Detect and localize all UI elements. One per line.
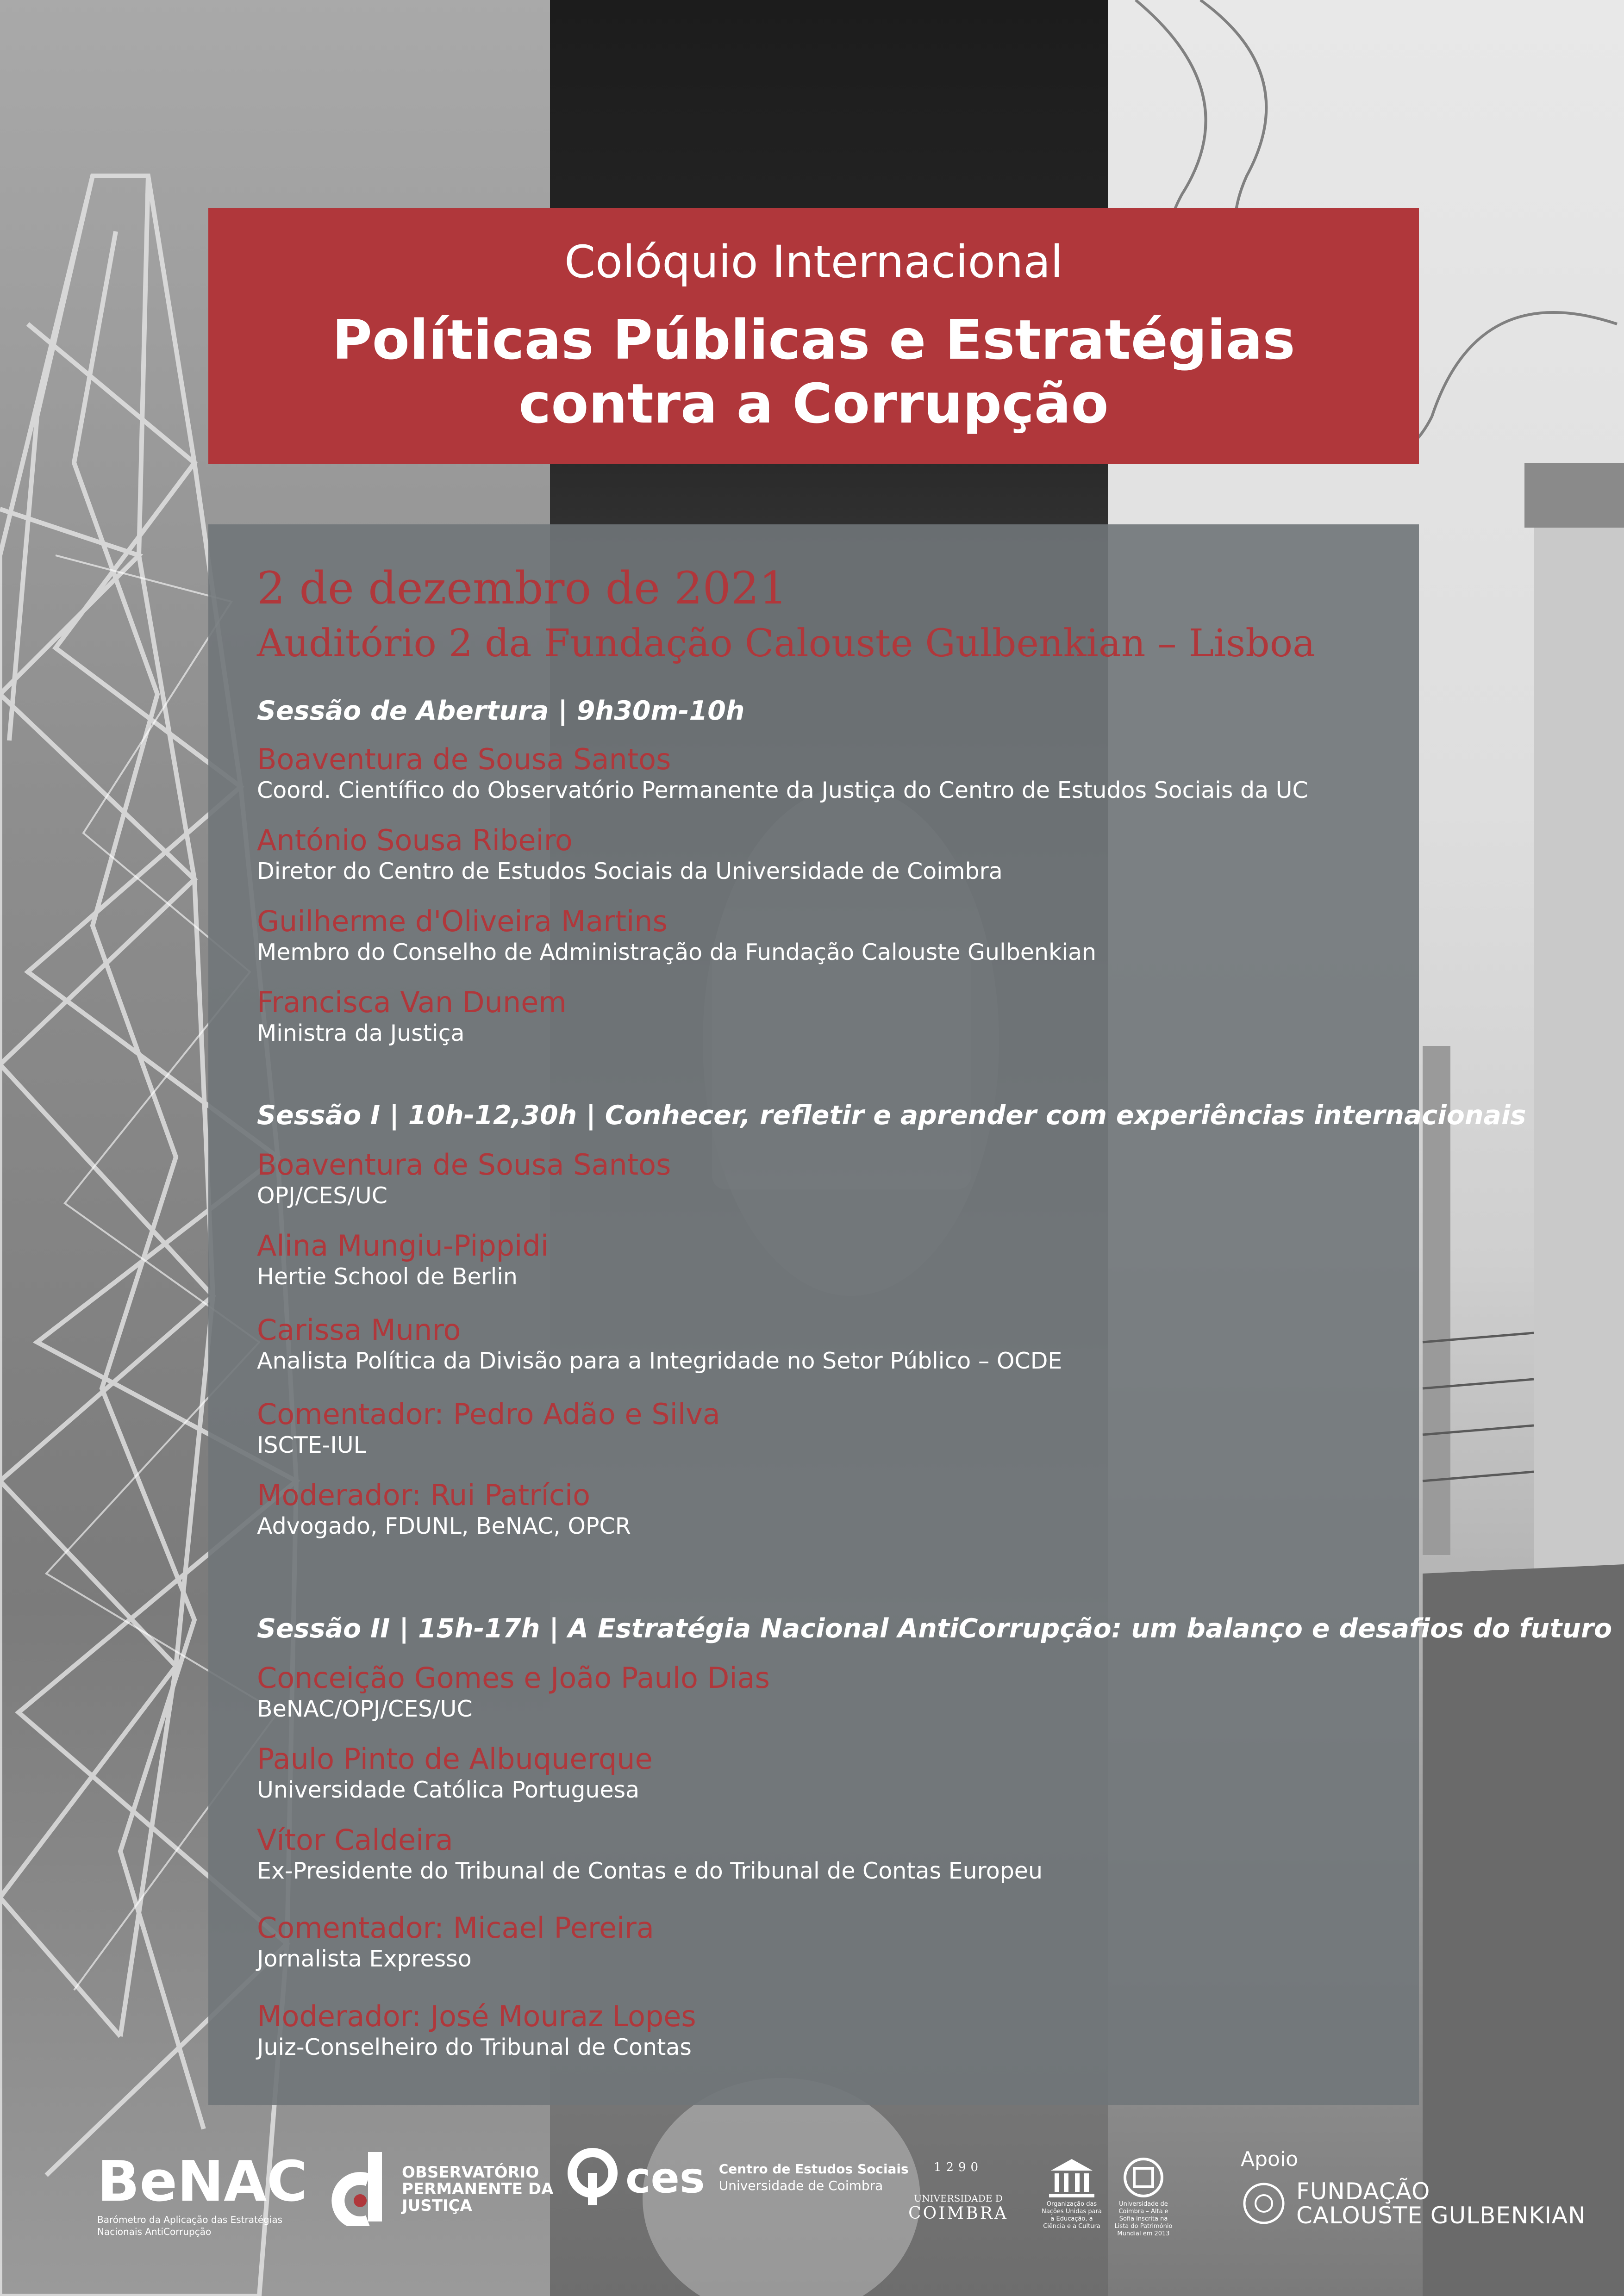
speaker-entry xyxy=(257,1661,770,1724)
ces-line1: Centro de Estudos Sociais xyxy=(718,2161,909,2177)
speaker-name: Comentador: Micael Pereira xyxy=(257,1911,654,1945)
speaker-entry xyxy=(257,905,1096,967)
event-title-line2: contra a Corrupção xyxy=(518,372,1109,436)
unesco-logo xyxy=(1039,2157,1104,2230)
speaker-entry xyxy=(257,1911,654,1973)
event-title-line1: Políticas Públicas e Estratégias xyxy=(332,308,1295,372)
program-panel xyxy=(208,524,1612,2105)
session-title: Sessão I | 10h-12,30h | Conhecer, refletir e aprender com experiências internacionais xyxy=(257,1100,1526,1131)
speaker-name: Moderador: José Mouraz Lopes xyxy=(257,1999,696,2033)
benac-logo xyxy=(97,2150,308,2238)
speaker-entry xyxy=(257,743,1308,805)
speaker-role: Ex-Presidente do Tribunal de Contas e do Tribunal de Contas Europeu xyxy=(257,1858,1043,1884)
speaker-role: ISCTE-IUL xyxy=(257,1432,366,1458)
apoio-label: Apoio xyxy=(1241,2147,1299,2171)
speaker-name: Boaventura de Sousa Santos xyxy=(257,742,671,776)
speaker-role: Hertie School de Berlin xyxy=(257,1263,518,1290)
speaker-entry xyxy=(257,1229,549,1291)
world-heritage-icon xyxy=(1123,2157,1164,2198)
ces-line2: Universidade de Coimbra xyxy=(718,2178,883,2193)
event-venue: Auditório 2 da Fundação Calouste Gulbenkian – Lisboa xyxy=(257,622,1316,666)
opj-logo xyxy=(324,2152,553,2226)
speaker-entry xyxy=(257,1479,631,1541)
speaker-entry xyxy=(257,1148,671,1210)
speaker-name: Vítor Caldeira xyxy=(257,1823,453,1857)
speaker-entry xyxy=(257,1742,653,1804)
ces-wordmark: ces xyxy=(625,2153,705,2203)
session-title: Sessão II | 15h-17h | A Estratégia Nacional AntiCorrupção: um balanço e desafios do futuro xyxy=(257,1613,1612,1644)
speaker-role: Universidade Católica Portuguesa xyxy=(257,1777,640,1803)
speaker-name: Paulo Pinto de Albuquerque xyxy=(257,1742,653,1776)
fcg-logo xyxy=(1241,2179,1586,2228)
unesco-text: Organização das Nações Unidas para a Educação, a Ciência e a Cultura xyxy=(1042,2201,1102,2230)
benac-wordmark: BeNAC xyxy=(97,2150,308,2214)
uc-line1: UNIVERSIDADE D xyxy=(914,2193,1003,2204)
speaker-role: BeNAC/OPJ/CES/UC xyxy=(257,1696,473,1722)
speaker-entry xyxy=(257,2000,696,2062)
speaker-name: António Sousa Ribeiro xyxy=(257,823,573,857)
temple-icon xyxy=(1046,2157,1097,2198)
speaker-role: Ministra da Justiça xyxy=(257,1020,465,1046)
speaker-role: Analista Política da Divisão para a Integridade no Setor Público – OCDE xyxy=(257,1348,1062,1374)
fcg-circle-icon xyxy=(1241,2180,1287,2227)
speaker-name: Conceição Gomes e João Paulo Dias xyxy=(257,1661,770,1695)
opj-d-icon xyxy=(324,2152,394,2226)
speaker-name: Boaventura de Sousa Santos xyxy=(257,1148,671,1182)
speaker-role: OPJ/CES/UC xyxy=(257,1182,387,1209)
speaker-entry xyxy=(257,1823,1043,1885)
opj-line2: PERMANENTE DA xyxy=(402,2180,554,2198)
speaker-entry xyxy=(257,1398,720,1460)
speaker-name: Francisca Van Dunem xyxy=(257,985,567,1019)
speaker-name: Alina Mungiu-Pippidi xyxy=(257,1229,549,1263)
speaker-name: Carissa Munro xyxy=(257,1313,461,1347)
opj-line1: OBSERVATÓRIO xyxy=(402,2163,539,2182)
speaker-role: Advogado, FDUNL, BeNAC, OPCR xyxy=(257,1513,631,1539)
uc-line2: COIMBRA xyxy=(908,2204,1008,2223)
speaker-entry xyxy=(257,1313,1062,1375)
session-title: Sessão de Abertura | 9h30m-10h xyxy=(257,696,745,726)
benac-description: Barómetro da Aplicação das Estratégias Nacionais AntiCorrupção xyxy=(97,2214,283,2237)
event-type: Colóquio Internacional xyxy=(564,236,1063,288)
event-date: 2 de dezembro de 2021 xyxy=(257,562,787,614)
speaker-entry xyxy=(257,824,1003,886)
speaker-name: Comentador: Pedro Adão e Silva xyxy=(257,1397,720,1431)
speaker-role: Membro do Conselho de Administração da Fundação Calouste Gulbenkian xyxy=(257,939,1097,965)
speaker-name: Guilherme d'Oliveira Martins xyxy=(257,904,668,938)
header-banner xyxy=(208,208,1419,464)
speaker-role: Jornalista Expresso xyxy=(257,1946,472,1972)
speaker-role: Coord. Científico do Observatório Permanente da Justiça do Centro de Estudos Sociais da UC xyxy=(257,777,1308,803)
speaker-entry xyxy=(257,986,567,1048)
world-heritage-logo xyxy=(1113,2157,1174,2238)
ces-symbol-icon xyxy=(567,2147,623,2208)
fcg-line2: CALOUSTE GULBENKIAN xyxy=(1296,2202,1586,2229)
event-title xyxy=(208,308,1419,436)
uc-logo xyxy=(905,2160,1012,2223)
speaker-role: Juiz-Conselheiro do Tribunal de Contas xyxy=(257,2034,692,2060)
sponsor-block xyxy=(1241,2147,1586,2228)
fcg-line1: FUNDAÇÃO xyxy=(1296,2178,1430,2205)
speaker-name: Moderador: Rui Patrício xyxy=(257,1478,591,1512)
opj-line3: JUSTIÇA xyxy=(402,2196,472,2215)
ces-logo xyxy=(567,2147,909,2208)
heritage-text: Universidade de Coimbra – Alta e Sofia inscrita na Lista do Património Mundial em 2013 xyxy=(1114,2201,1173,2237)
speaker-role: Diretor do Centro de Estudos Sociais da Universidade de Coimbra xyxy=(257,858,1003,884)
uc-year: 1290 xyxy=(933,2160,983,2174)
